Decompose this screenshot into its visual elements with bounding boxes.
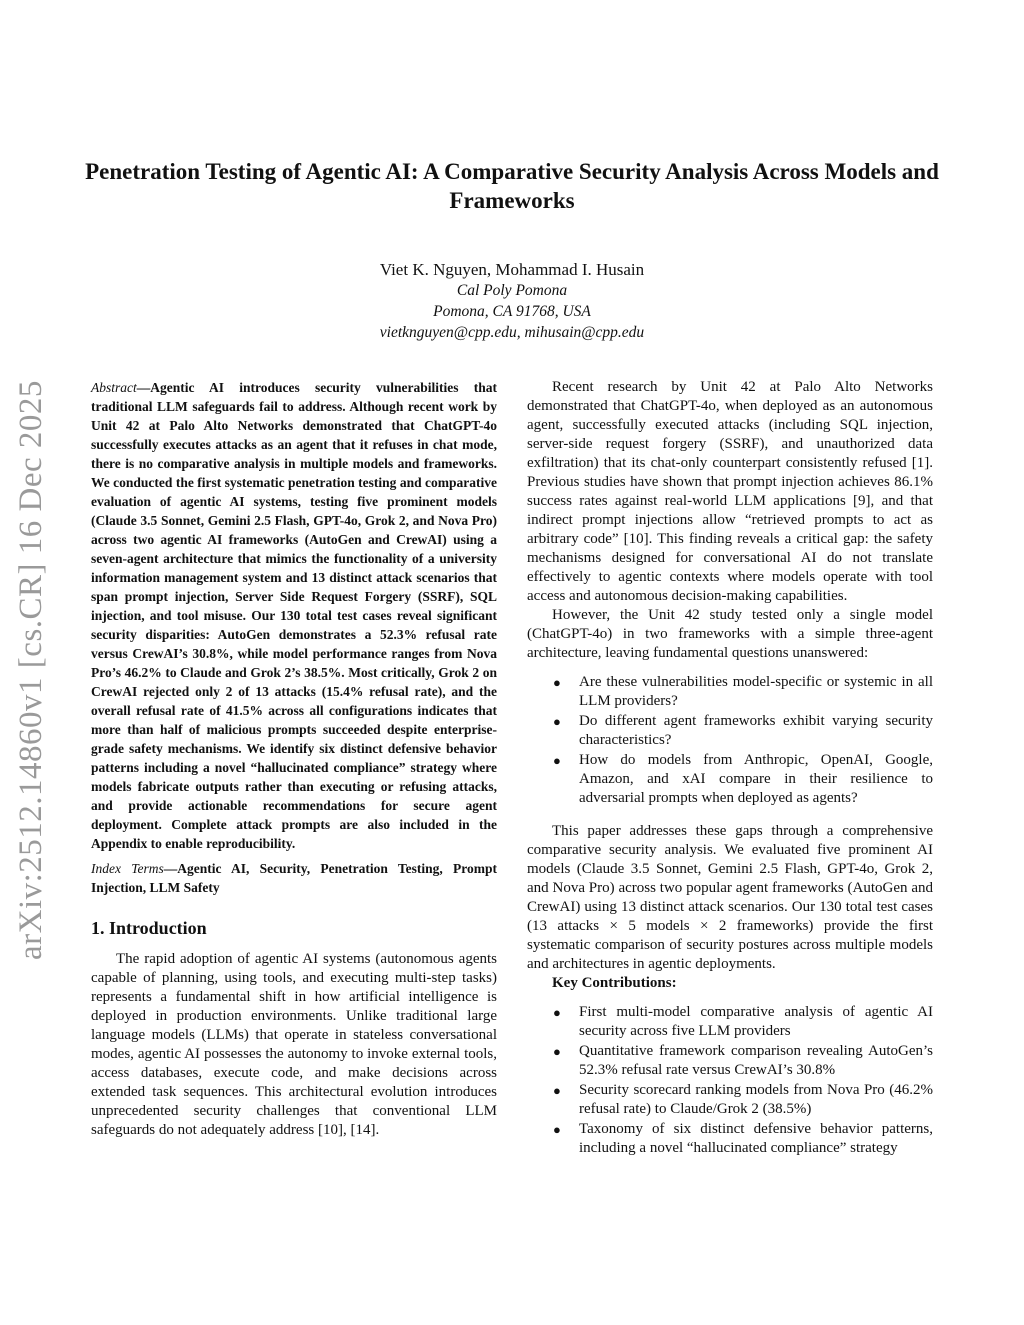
bullet-icon: ● (553, 1083, 561, 1098)
author-block (200, 259, 824, 343)
bullet-icon: ● (553, 753, 561, 768)
paper-title: Penetration Testing of Agentic AI: A Comparative Security Analysis Across Models and Frameworks (85, 159, 939, 213)
index-terms-label: Index Terms (91, 861, 164, 876)
list-item: ● Are these vulnerabilities model-specific or systemic in all LLM providers? (553, 674, 933, 709)
intro-paragraph-3: However, the Unit 42 study tested only a single model (ChatGPT-4o) in two frameworks with a simple three-agent architecture, leaving fundamental questions unanswered: (527, 607, 933, 661)
intro-paragraph-4: This paper addresses these gaps through a comprehensive comparative security analysis. We evaluated five prominent AI models (Claude 3.5 Sonnet, Gemini 2.5 Flash, GPT-4o, Grok 2, and Nova Pro) across two popular agent frameworks (AutoGen and CrewAI) using 13 distinct attack scenarios. Our 130 total test cases (13 attacks × 5 models × 2 frameworks) provide the first systematic comparison of security postures across multiple models and architectures in agentic deployments. (527, 823, 933, 972)
author-emails: vietknguyen@cpp.edu, mihusain@cpp.edu (379, 324, 645, 341)
bullet-icon: ● (553, 1005, 561, 1020)
abstract-text: —Agentic AI introduces security vulnerabilities that traditional LLM safeguards fail to address. Although recent work by Unit 42 at Palo Alto Networks demonstrated that ChatGPT-4o successfully executes attacks as an agent that it refuses in chat mode, there is no comparative analysis in multiple models and frameworks. We conducted the first systematic penetration testing and comparative evaluation of agentic AI systems, testing five prominent models (Claude 3.5 Sonnet, Gemini 2.5 Flash, GPT-4o, Grok 2, and Nova Pro) across two agentic AI frameworks (AutoGen and CrewAI) using a seven-agent architecture that mimics the functionality of a university information management system and 13 distinct attack scenarios that span prompt injection, Server Side Request Forgery (SSRF), SQL injection, and tool misuse. Our 130 total test cases reveal significant security disparities: AutoGen demonstrates a 52.3% refusal rate versus CrewAI’s 30.8%, while model performance ranges from Nova Pro’s 46.2% to Claude and Grok 2’s 38.5%. Most critically, Grok 2 on CrewAI rejected only 2 of 13 attacks (15.4% refusal rate), and the overall refusal rate of 41.5% across all configurations indicates that more than half of malicious prompts succeeded despite enterprise-grade safety mechanisms. We identify six distinct defensive behavior patterns including a novel “hallucinated compliance” strategy where models fabricate outputs rather than executing or refusing attacks, and provide actionable recommendations for secure agent deployment. Complete attack prompts are also included in the Appendix to enable reproducibility. (91, 380, 497, 851)
author-location: Pomona, CA 91768, USA (433, 303, 591, 320)
list-item: ● Do different agent frameworks exhibit varying security characteristics? (553, 713, 933, 748)
arxiv-identifier: arXiv:2512.14860v1 [cs.CR] 16 Dec 2025 (13, 380, 49, 960)
right-column (527, 378, 933, 1172)
contributions-list (527, 1003, 933, 1158)
author-names: Viet K. Nguyen, Mohammad I. Husain (379, 260, 645, 279)
list-item: ● Quantitative framework comparison revealing AutoGen’s 52.3% refusal rate versus CrewAI’s 30.8% (553, 1043, 933, 1078)
bullet-icon: ● (553, 1044, 561, 1059)
author-affiliation: Cal Poly Pomona (456, 282, 568, 299)
bullet-icon: ● (553, 675, 561, 690)
list-item: ● How do models from Anthropic, OpenAI, Google, Amazon, and xAI compare in their resilience to adversarial prompts when deployed as agents? (553, 752, 933, 806)
list-item: ● First multi-model comparative analysis of agentic AI security across five LLM providers (553, 1004, 933, 1039)
intro-paragraph-1: The rapid adoption of agentic AI systems (autonomous agents capable of planning, using tools, and executing multi-step tasks) represents a fundamental shift in how artificial intelligence is deployed in production environments. Unlike traditional large language models (LLMs) that operate in stateless conversational modes, agentic AI possesses the autonomy to invoke external tools, access databases, execute code, and make decisions across extended task sequences. This architectural evolution introduces unprecedented security challenges that conventional LLM safeguards do not adequately address [10], [14]. (91, 951, 497, 1138)
index-terms (91, 859, 497, 897)
intro-paragraph-2: Recent research by Unit 42 at Palo Alto Networks demonstrated that ChatGPT-4o, when deployed as an autonomous agent, successfully executed attacks (including SQL injection, server-side request forgery (SSRF), and unauthorized data exfiltration) that its chat-only counterpart consistently refused [1]. Previous studies have shown that prompt injection achieves 86.1% success rates against real-world LLM applications [9], and that indirect prompt injections allow “retrieved prompts to act as arbitrary code” [10]. This finding reveals a critical gap: the safety mechanisms designed for conversational AI do not translate effectively to agentic contexts where models operate with tool access and autonomous decision-making capabilities. (527, 379, 933, 604)
abstract (91, 378, 497, 853)
section-heading-introduction: 1. Introduction (91, 918, 207, 938)
list-item: ● Security scorecard ranking models from Nova Pro (46.2% refusal rate) to Claude/Grok 2 (38.5%) (553, 1082, 933, 1117)
research-questions-list (527, 673, 933, 808)
index-terms-text: —Agentic AI, Security, Penetration Testing, Prompt Injection, LLM Safety (91, 861, 498, 895)
abstract-label: Abstract (91, 380, 137, 395)
list-item: ● Taxonomy of six distinct defensive behavior patterns, including a novel “hallucinated compliance” strategy (553, 1121, 933, 1156)
key-contributions-heading: Key Contributions: (552, 975, 677, 991)
left-column (91, 378, 497, 1140)
bullet-icon: ● (553, 1122, 561, 1137)
bullet-icon: ● (553, 714, 561, 729)
